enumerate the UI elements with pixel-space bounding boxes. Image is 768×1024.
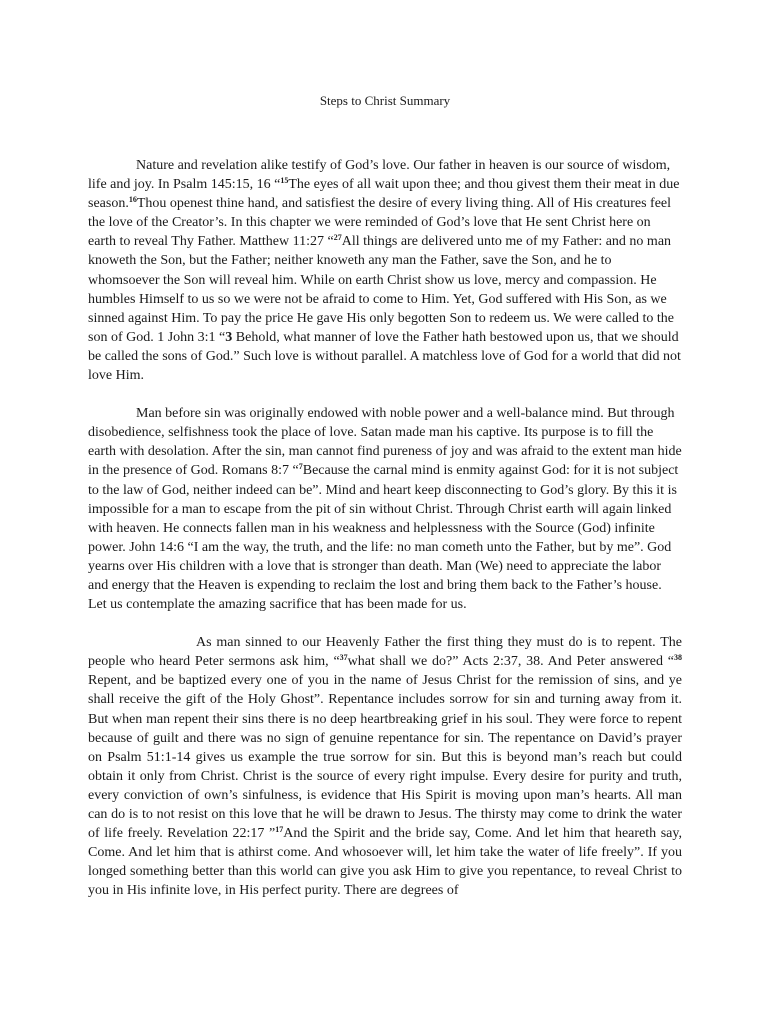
- p2-text-2: Because the carnal mind is enmity against God: for it is not subject to the law of God, neither indeed can be”. Mind and heart keep disconnecting to God’s glory. By this it is impossible for a man to escape from the pit of sin without Christ. Through Christ earth will again linked with heaven. He connects fallen man in his weakness and helplessness with the Source (God) infinite power. John 14:6 “I am the way, the truth, and the life: no man cometh unto the Father, but by me”. God yearns over His children with a love that is stronger than death. Man (We) need to appreciate the labor and energy that the Heaven is expending to reclaim the lost and bring them back to the Father’s house. Let us contemplate the amazing sacrifice that has been made for us.: [88, 463, 679, 613]
- p1-text-3: Thou openest thine hand, and satisfiest the desire of every living thing. All of His creatures feel the love of the Creator’s. In this chapter we were reminded of God’s love that He sent Christ here on earth to reveal Thy Father. Matthew 11:27 “: [88, 196, 672, 250]
- p3-text-4: And the Spirit and the bride say, Come. And let him that heareth say, Come. And let him that is athirst come. And whosoever will, let him take the water of life freely”. If you longed something better than this world can give you ask Him to give you repentance, to reveal Christ to you in His infinite love, in His perfect purity. There are degrees of: [88, 826, 682, 899]
- verse-number: 37: [339, 653, 348, 663]
- page-title: Steps to Christ Summary: [319, 93, 451, 108]
- verse-number: 16: [128, 195, 137, 205]
- p1-text-2: The eyes of all wait upon thee; and thou givest them their meat in due season.: [88, 177, 680, 212]
- verse-number: 15: [280, 176, 289, 186]
- verse-number: 17: [275, 825, 284, 835]
- p1-text-1: Nature and revelation alike testify of God’s love. Our father in heaven is our source of wisdom, life and joy. In Psalm 145:15, 16 “: [88, 158, 671, 193]
- p1-text-5: Behold, what manner of love the Father hath bestowed upon us, that we should be called the sons of God.” Such love is without parallel. A matchless love of God for a world that did not love Him.: [88, 329, 681, 384]
- verse-number: 3: [225, 329, 233, 345]
- p3-text-1: As man sinned to our Heavenly Father the first thing they must do is to repent. The people who heard Peter sermons ask him, “: [88, 635, 682, 670]
- paragraph-2: [88, 404, 682, 614]
- p2-text-1: Man before sin was originally endowed with noble power and a well-balance mind. But through disobedience, selfishness took the place of love. Satan made man his captive. Its purpose is to fill the earth with desolation. After the sin, man cannot find pureness of joy and was afraid to the extent man hide in the presence of God. Romans 8:7 “: [88, 406, 682, 479]
- p3-text-3: Repent, and be baptized every one of you in the name of Jesus Christ for the remission of sins, and ye shall receive the gift of the Holy Ghost”. Repentance includes sorrow for sin and turning away from it. But when man repent their sins there is no deep heartbreaking grief in his soul. They were force to repent because of guilt and there was no sign of genuine repentance for sin. The repentance on David’s prayer on Psalm 51:1-14 gives us example the true sorrow for sin. But this is beyond man’s reach but could obtain it only from Christ. Christ is the source of every right impulse. Every desire for purity and truth, every conviction of own’s sinfulness, is evidence that His Spirit is moving upon man’s hearts. All man can do is to not resist on this love that he will be drawn to Jesus. The thirsty may come to drink the water of life freely. Revelation 22:17 ”: [88, 673, 682, 842]
- paragraph-1: [88, 156, 682, 385]
- document-page: [88, 92, 682, 919]
- paragraph-3: [88, 633, 682, 900]
- verse-number: 7: [298, 462, 303, 472]
- verse-number: 27: [333, 233, 342, 243]
- p3-text-2: what shall we do?” Acts 2:37, 38. And Peter answered “: [347, 654, 674, 670]
- verse-number: 38: [674, 653, 682, 663]
- p1-text-4: All things are delivered unto me of my Father: and no man knoweth the Son, but the Father; neither knoweth any man the Father, save the Son, and he to whomsoever the Son will reveal him. While on earth Christ show us love, mercy and compassion. He humbles Himself to us so we were not be afraid to come to Him. Yet, God suffered with His Son, as we sinned against Him. To pay the price He gave His only begotten Son to redeem us. We were called to the son of God. 1 John 3:1 “: [88, 234, 674, 345]
